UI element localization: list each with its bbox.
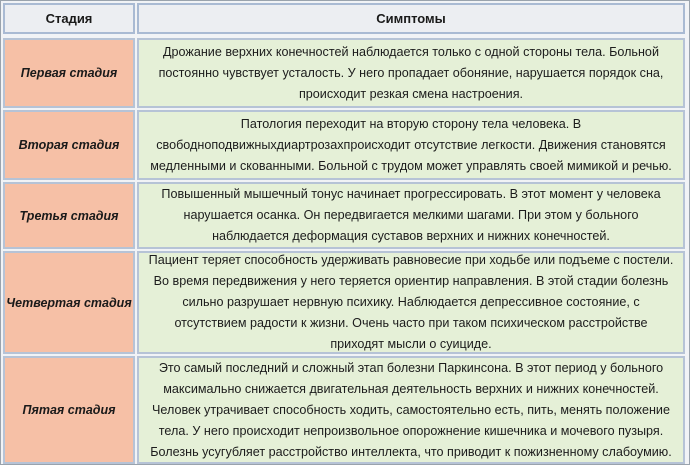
stage-cell: Вторая стадия bbox=[3, 110, 135, 180]
symptoms-cell: Патология переходит на вторую сторону тела человека. В свободноподвижныхдиартрозахпроисходит отсутствие легкости. Движения становятся медленными и скованными. Больной с трудом может управлять своей мимикой и речью. bbox=[137, 110, 685, 180]
header-symptoms: Симптомы bbox=[137, 3, 685, 34]
table-row bbox=[1, 356, 689, 464]
stage-cell: Четвертая стадия bbox=[3, 251, 135, 354]
header-stage: Стадия bbox=[3, 3, 135, 34]
table-row bbox=[1, 182, 689, 249]
table-row bbox=[1, 251, 689, 354]
symptoms-cell: Дрожание верхних конечностей наблюдается только с одной стороны тела. Больной постоянно чувствует усталость. У него пропадает обоняние, нарушается порядок сна, происходит резкая смена настроения. bbox=[137, 38, 685, 108]
symptoms-cell: Пациент теряет способность удерживать равновесие при ходьбе или подъеме с постели. Во время передвижения у него теряется ориентир направления. В этой стадии болезнь сильно разрушает нервную психику. Наблюдается депрессивное состояние, с отсутствием радости к жизни. Очень часто при таком психическом расстройстве приходят мысли о суициде. bbox=[137, 251, 685, 354]
symptoms-cell: Это самый последний и сложный этап болезни Паркинсона. В этот период у больного максимально снижается двигательная деятельность верхних и нижних конечностей. Человек утрачивает способность ходить, самостоятельно есть, пить, менять положение тела. У него происходит непроизвольное опорожнение кишечника и мочевого пузыря. Болезнь усугубляет расстройство интеллекта, что приводит к пожизненному слабоумию. bbox=[137, 356, 685, 464]
stage-cell: Пятая стадия bbox=[3, 356, 135, 464]
table-row bbox=[1, 110, 689, 180]
stage-cell: Третья стадия bbox=[3, 182, 135, 249]
table-header-row bbox=[1, 1, 689, 36]
stage-cell: Первая стадия bbox=[3, 38, 135, 108]
table-row bbox=[1, 38, 689, 108]
symptoms-cell: Повышенный мышечный тонус начинает прогрессировать. В этот момент у человека нарушается осанка. Он передвигается мелкими шагами. При этом у больного наблюдается деформация суставов верхних и нижних конечностей. bbox=[137, 182, 685, 249]
